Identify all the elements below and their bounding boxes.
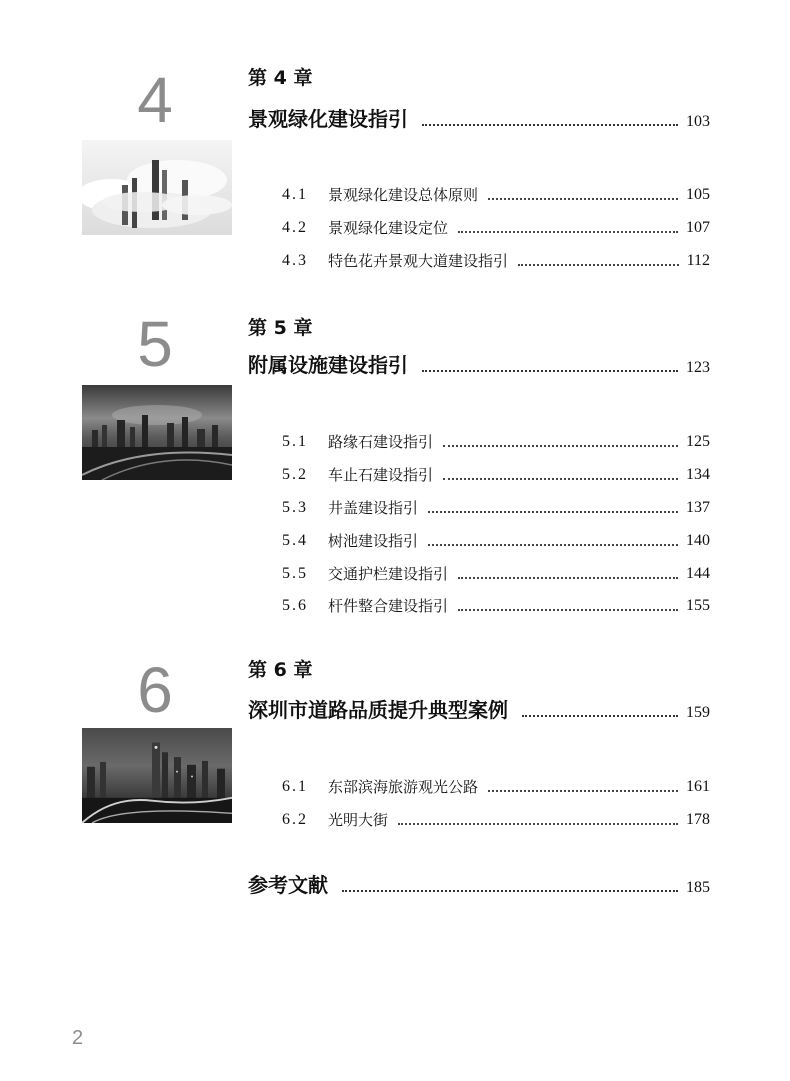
chapter-number: 5 xyxy=(137,308,173,380)
references-entry[interactable] xyxy=(248,872,710,898)
leader-dots xyxy=(458,608,678,611)
leader-dots xyxy=(458,230,678,233)
page-folio: 2 xyxy=(72,1027,84,1049)
page-number: 155 xyxy=(686,597,710,614)
section-entry[interactable] xyxy=(282,529,710,551)
section-entry[interactable] xyxy=(282,562,710,584)
section-entry[interactable] xyxy=(282,594,710,616)
chapter-entry[interactable] xyxy=(248,352,710,378)
chapter-label: 第 4 章 xyxy=(248,67,313,89)
section-title: 景观绿化建设总体原则 xyxy=(328,186,479,204)
section-number: 5.2 xyxy=(282,466,308,483)
section-entry[interactable] xyxy=(282,775,710,797)
section-entry[interactable] xyxy=(282,463,710,485)
section-number: 5.5 xyxy=(282,565,308,582)
chapter-entry[interactable] xyxy=(248,697,710,723)
leader-dots xyxy=(443,477,678,480)
section-entry[interactable] xyxy=(282,430,710,452)
section-title: 特色花卉景观大道建设指引 xyxy=(328,252,509,270)
section-entry[interactable] xyxy=(282,249,710,271)
page-number: 161 xyxy=(686,778,710,795)
leader-dots xyxy=(428,543,678,546)
page-number: 185 xyxy=(686,879,710,896)
page-number: 107 xyxy=(686,219,710,236)
section-entry[interactable] xyxy=(282,808,710,830)
section-number: 4.1 xyxy=(282,186,308,203)
section-entry[interactable] xyxy=(282,216,710,238)
leader-dots xyxy=(428,510,678,513)
page-number: 144 xyxy=(686,565,710,582)
section-title: 杆件整合建设指引 xyxy=(328,597,449,615)
leader-dots xyxy=(522,714,678,717)
section-title: 路缘石建设指引 xyxy=(328,433,434,451)
section-title: 树池建设指引 xyxy=(328,532,419,550)
page-number: 159 xyxy=(686,704,710,721)
page-number: 105 xyxy=(686,186,710,203)
section-title: 景观绿化建设定位 xyxy=(328,219,449,237)
section-title: 光明大街 xyxy=(328,811,389,829)
page-number: 140 xyxy=(686,532,710,549)
chapter-title: 景观绿化建设指引 xyxy=(248,107,408,131)
section-title: 井盖建设指引 xyxy=(328,499,419,517)
chapter-number: 4 xyxy=(137,64,173,136)
chapter-label: 第 6 章 xyxy=(248,659,313,681)
page-number: 112 xyxy=(686,252,710,269)
section-number: 4.3 xyxy=(282,252,308,269)
page-number: 137 xyxy=(686,499,710,516)
section-number: 5.3 xyxy=(282,499,308,516)
page-number: 103 xyxy=(686,113,710,130)
chapter-image-city-dusk xyxy=(82,385,232,480)
references-title: 参考文献 xyxy=(248,873,328,897)
section-number: 5.1 xyxy=(282,433,308,450)
page-number: 123 xyxy=(686,359,710,376)
leader-dots xyxy=(422,123,678,126)
page-number: 178 xyxy=(686,811,710,828)
chapter-image-clouds xyxy=(82,140,232,235)
leader-dots xyxy=(398,822,678,825)
chapter-number: 6 xyxy=(137,654,173,726)
leader-dots xyxy=(488,197,678,200)
page-number: 134 xyxy=(686,466,710,483)
section-number: 5.4 xyxy=(282,532,308,549)
section-title: 东部滨海旅游观光公路 xyxy=(328,778,479,796)
chapter-image-city-night xyxy=(82,728,232,823)
chapter-entry[interactable] xyxy=(248,106,710,132)
section-title: 车止石建设指引 xyxy=(328,466,434,484)
section-number: 5.6 xyxy=(282,597,308,614)
chapter-title: 深圳市道路品质提升典型案例 xyxy=(248,698,508,722)
section-entry[interactable] xyxy=(282,183,710,205)
leader-dots xyxy=(342,889,678,892)
chapter-label: 第 5 章 xyxy=(248,317,313,339)
leader-dots xyxy=(518,263,679,266)
page-number: 125 xyxy=(686,433,710,450)
leader-dots xyxy=(443,444,678,447)
section-number: 6.1 xyxy=(282,778,308,795)
section-entry[interactable] xyxy=(282,496,710,518)
leader-dots xyxy=(458,576,678,579)
section-title: 交通护栏建设指引 xyxy=(328,565,449,583)
section-number: 4.2 xyxy=(282,219,308,236)
section-number: 6.2 xyxy=(282,811,308,828)
leader-dots xyxy=(422,369,678,372)
chapter-title: 附属设施建设指引 xyxy=(248,353,408,377)
leader-dots xyxy=(488,789,678,792)
